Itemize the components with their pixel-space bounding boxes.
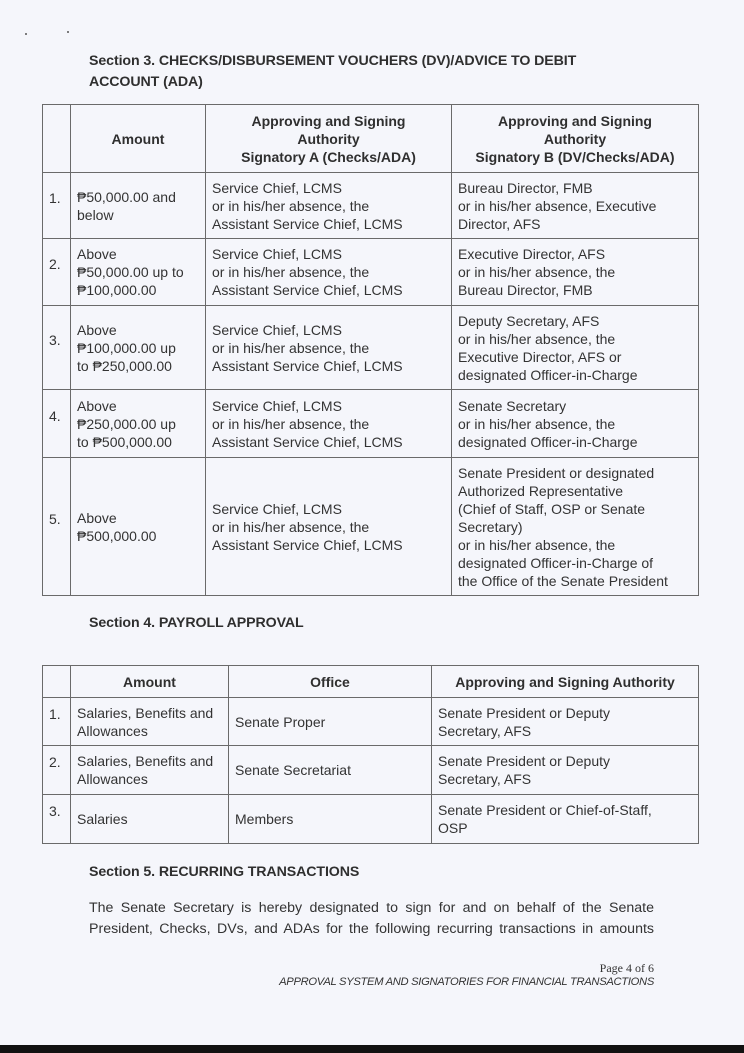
amount-cell-line: Salaries (77, 811, 128, 827)
authority-cell (432, 795, 699, 844)
amount-cell-line: to ₱250,000.00 (77, 357, 172, 374)
checks-signatories-table (42, 104, 699, 596)
amount-cell-line: ₱500,000.00 (77, 527, 157, 544)
paragraph-line: The Senate Secretary is hereby designated to sign for and on behalf of the Senate (89, 900, 654, 916)
table-row (43, 173, 699, 239)
table-header-row (43, 666, 699, 698)
amount-cell-line: Above (77, 397, 117, 414)
row-number (43, 239, 71, 306)
signatory-a-header (206, 105, 452, 173)
signatory-a-cell (206, 173, 452, 239)
row-number (43, 173, 71, 239)
signatory-b-cell-line: designated Officer-in-Charge (458, 433, 638, 450)
section3-heading-line: ACCOUNT (ADA) (89, 74, 203, 90)
amount-cell-line: Allowances (77, 771, 148, 787)
authority-header: Approving and Signing Authority (432, 666, 699, 698)
signatory-a-cell-line: or in his/her absence, the (212, 264, 370, 280)
amount-cell-line: ₱100,000.00 up (77, 339, 176, 356)
office-cell: Senate Proper (229, 698, 432, 746)
amount-cell-line: Above (77, 246, 117, 262)
scan-speck (25, 33, 27, 35)
table-row (43, 746, 699, 795)
amount-cell (71, 173, 206, 239)
amount-cell (71, 390, 206, 458)
header-line: Signatory B (DV/Checks/ADA) (475, 148, 675, 165)
section3-heading (89, 51, 576, 93)
amount-cell-line: ₱100,000.00 (77, 282, 157, 298)
authority-cell-line: Secretary, AFS (438, 722, 532, 739)
signatory-b-cell-line: Deputy Secretary, AFS (458, 312, 600, 329)
amount-cell (71, 239, 206, 306)
signatory-b-cell-line: or in his/her absence, Executive (458, 197, 657, 214)
signatory-b-cell-line: Senate Secretary (458, 397, 567, 414)
signatory-b-cell (452, 458, 699, 596)
signatory-a-cell-line: Service Chief, LCMS (212, 246, 342, 262)
signatory-b-cell-line: designated Officer-in-Charge (458, 366, 638, 383)
signatory-a-cell-line: Service Chief, LCMS (212, 321, 342, 338)
amount-cell (71, 458, 206, 596)
signatory-a-cell-line: Service Chief, LCMS (212, 500, 342, 517)
signatory-b-cell-line: Authorized Representative (458, 482, 623, 499)
amount-cell-line: Above (77, 321, 117, 338)
section5-heading: Section 5. RECURRING TRANSACTIONS (89, 864, 360, 880)
authority-cell-line: Senate President or Deputy (438, 704, 610, 721)
header-line: Authority (543, 130, 607, 147)
signatory-b-cell-line: (Chief of Staff, OSP or Senate (458, 500, 646, 517)
num-header (43, 666, 71, 698)
signatory-a-cell (206, 306, 452, 390)
signatory-a-cell-line: Assistant Service Chief, LCMS (212, 357, 403, 374)
signatory-b-cell-line: or in his/her absence, the (458, 536, 616, 553)
table-row (43, 306, 699, 390)
row-number-text: 2. (49, 754, 61, 770)
signatory-a-cell-line: Service Chief, LCMS (212, 179, 342, 196)
paragraph-line: President, Checks, DVs, and ADAs for the following recurring transactions in amounts (89, 921, 654, 937)
row-number (43, 390, 71, 458)
signatory-a-cell (206, 239, 452, 306)
row-number-text: 2. (49, 256, 61, 272)
signatory-a-cell-line: Service Chief, LCMS (212, 397, 342, 414)
row-number (43, 795, 71, 844)
signatory-a-cell-line: Assistant Service Chief, LCMS (212, 433, 403, 450)
row-number-text: 3. (49, 331, 61, 348)
table-row (43, 390, 699, 458)
table-row (43, 239, 699, 306)
signatory-b-cell-line: Secretary) (458, 518, 523, 535)
signatory-b-cell-line: Senate President or designated (458, 464, 655, 481)
amount-cell-line: below (77, 206, 114, 223)
signatory-b-cell-line: the Office of the Senate President (458, 572, 668, 589)
signatory-b-cell-line: Executive Director, AFS (458, 246, 606, 262)
table-header-row (43, 105, 699, 173)
row-number (43, 746, 71, 795)
authority-cell (432, 746, 699, 795)
signatory-a-cell-line: or in his/her absence, the (212, 518, 370, 535)
signatory-a-cell-line: or in his/her absence, the (212, 415, 370, 432)
num-header (43, 105, 71, 173)
signatory-a-cell-line: Assistant Service Chief, LCMS (212, 215, 403, 232)
scan-speck (67, 31, 69, 33)
signatory-b-cell (452, 173, 699, 239)
signatory-b-cell-line: or in his/her absence, the (458, 264, 616, 280)
row-number (43, 458, 71, 596)
signatory-a-cell (206, 390, 452, 458)
row-number-text: 5. (49, 510, 61, 527)
header-line: Approving and Signing (251, 112, 406, 129)
authority-cell-line: OSP (438, 820, 468, 836)
signatory-b-cell-line: Director, AFS (458, 215, 541, 232)
signatory-a-cell-line: Assistant Service Chief, LCMS (212, 536, 403, 553)
signatory-b-cell (452, 390, 699, 458)
amount-cell-line: ₱50,000.00 and (77, 188, 176, 205)
signatory-a-cell-line: or in his/her absence, the (212, 339, 370, 356)
amount-header: Amount (71, 105, 206, 173)
authority-cell-line: Senate President or Deputy (438, 753, 610, 769)
table-row (43, 795, 699, 844)
header-line: Signatory A (Checks/ADA) (241, 148, 416, 165)
row-number (43, 306, 71, 390)
header-line: Approving and Signing (498, 112, 652, 129)
signatory-a-cell-line: Assistant Service Chief, LCMS (212, 282, 403, 298)
authority-cell (432, 698, 699, 746)
amount-cell-line: Salaries, Benefits and (77, 704, 214, 721)
amount-cell-line: Salaries, Benefits and (77, 753, 214, 769)
signatory-b-header (452, 105, 699, 173)
amount-cell (71, 698, 229, 746)
signatory-b-cell (452, 306, 699, 390)
amount-cell (71, 795, 229, 844)
amount-cell-line: ₱250,000.00 up (77, 415, 176, 432)
section3-heading-line: Section 3. CHECKS/DISBURSEMENT VOUCHERS (DV)/ADVICE TO DEBIT (89, 53, 577, 69)
scan-border (0, 1045, 744, 1053)
authority-cell-line: Secretary, AFS (438, 771, 532, 787)
footer-title: APPROVAL SYSTEM AND SIGNATORIES FOR FINANCIAL TRANSACTIONS (279, 976, 654, 988)
row-number-text: 4. (49, 407, 61, 424)
table-row (43, 458, 699, 596)
row-number (43, 698, 71, 746)
amount-cell-line: Allowances (77, 722, 148, 739)
authority-cell-line: Senate President or Chief-of-Staff, (438, 802, 652, 818)
signatory-b-cell-line: or in his/her absence, the (458, 415, 616, 432)
signatory-a-cell-line: or in his/her absence, the (212, 197, 370, 214)
amount-cell (71, 746, 229, 795)
amount-cell-line: to ₱500,000.00 (77, 433, 172, 450)
page-number: Page 4 of 6 (599, 961, 654, 975)
amount-cell-line: Above (77, 509, 117, 526)
signatory-b-cell (452, 239, 699, 306)
signatory-b-cell-line: Bureau Director, FMB (458, 179, 593, 196)
amount-header: Amount (71, 666, 229, 698)
section4-heading: Section 4. PAYROLL APPROVAL (89, 615, 304, 631)
row-number-text: 1. (49, 189, 61, 206)
office-header: Office (229, 666, 432, 698)
amount-cell (71, 306, 206, 390)
signatory-a-cell (206, 458, 452, 596)
signatory-b-cell-line: Bureau Director, FMB (458, 282, 593, 298)
signatory-b-cell-line: or in his/her absence, the (458, 330, 616, 347)
payroll-approval-table (42, 665, 699, 844)
office-cell: Senate Secretariat (229, 746, 432, 795)
row-number-text: 1. (49, 705, 61, 722)
table-row (43, 698, 699, 746)
office-cell: Members (229, 795, 432, 844)
signatory-b-cell-line: Executive Director, AFS or (458, 348, 622, 365)
section5-paragraph (89, 898, 654, 940)
signatory-b-cell-line: designated Officer-in-Charge of (458, 554, 654, 571)
row-number-text: 3. (49, 803, 61, 819)
header-line: Authority (297, 130, 360, 147)
amount-cell-line: ₱50,000.00 up to (77, 264, 184, 280)
